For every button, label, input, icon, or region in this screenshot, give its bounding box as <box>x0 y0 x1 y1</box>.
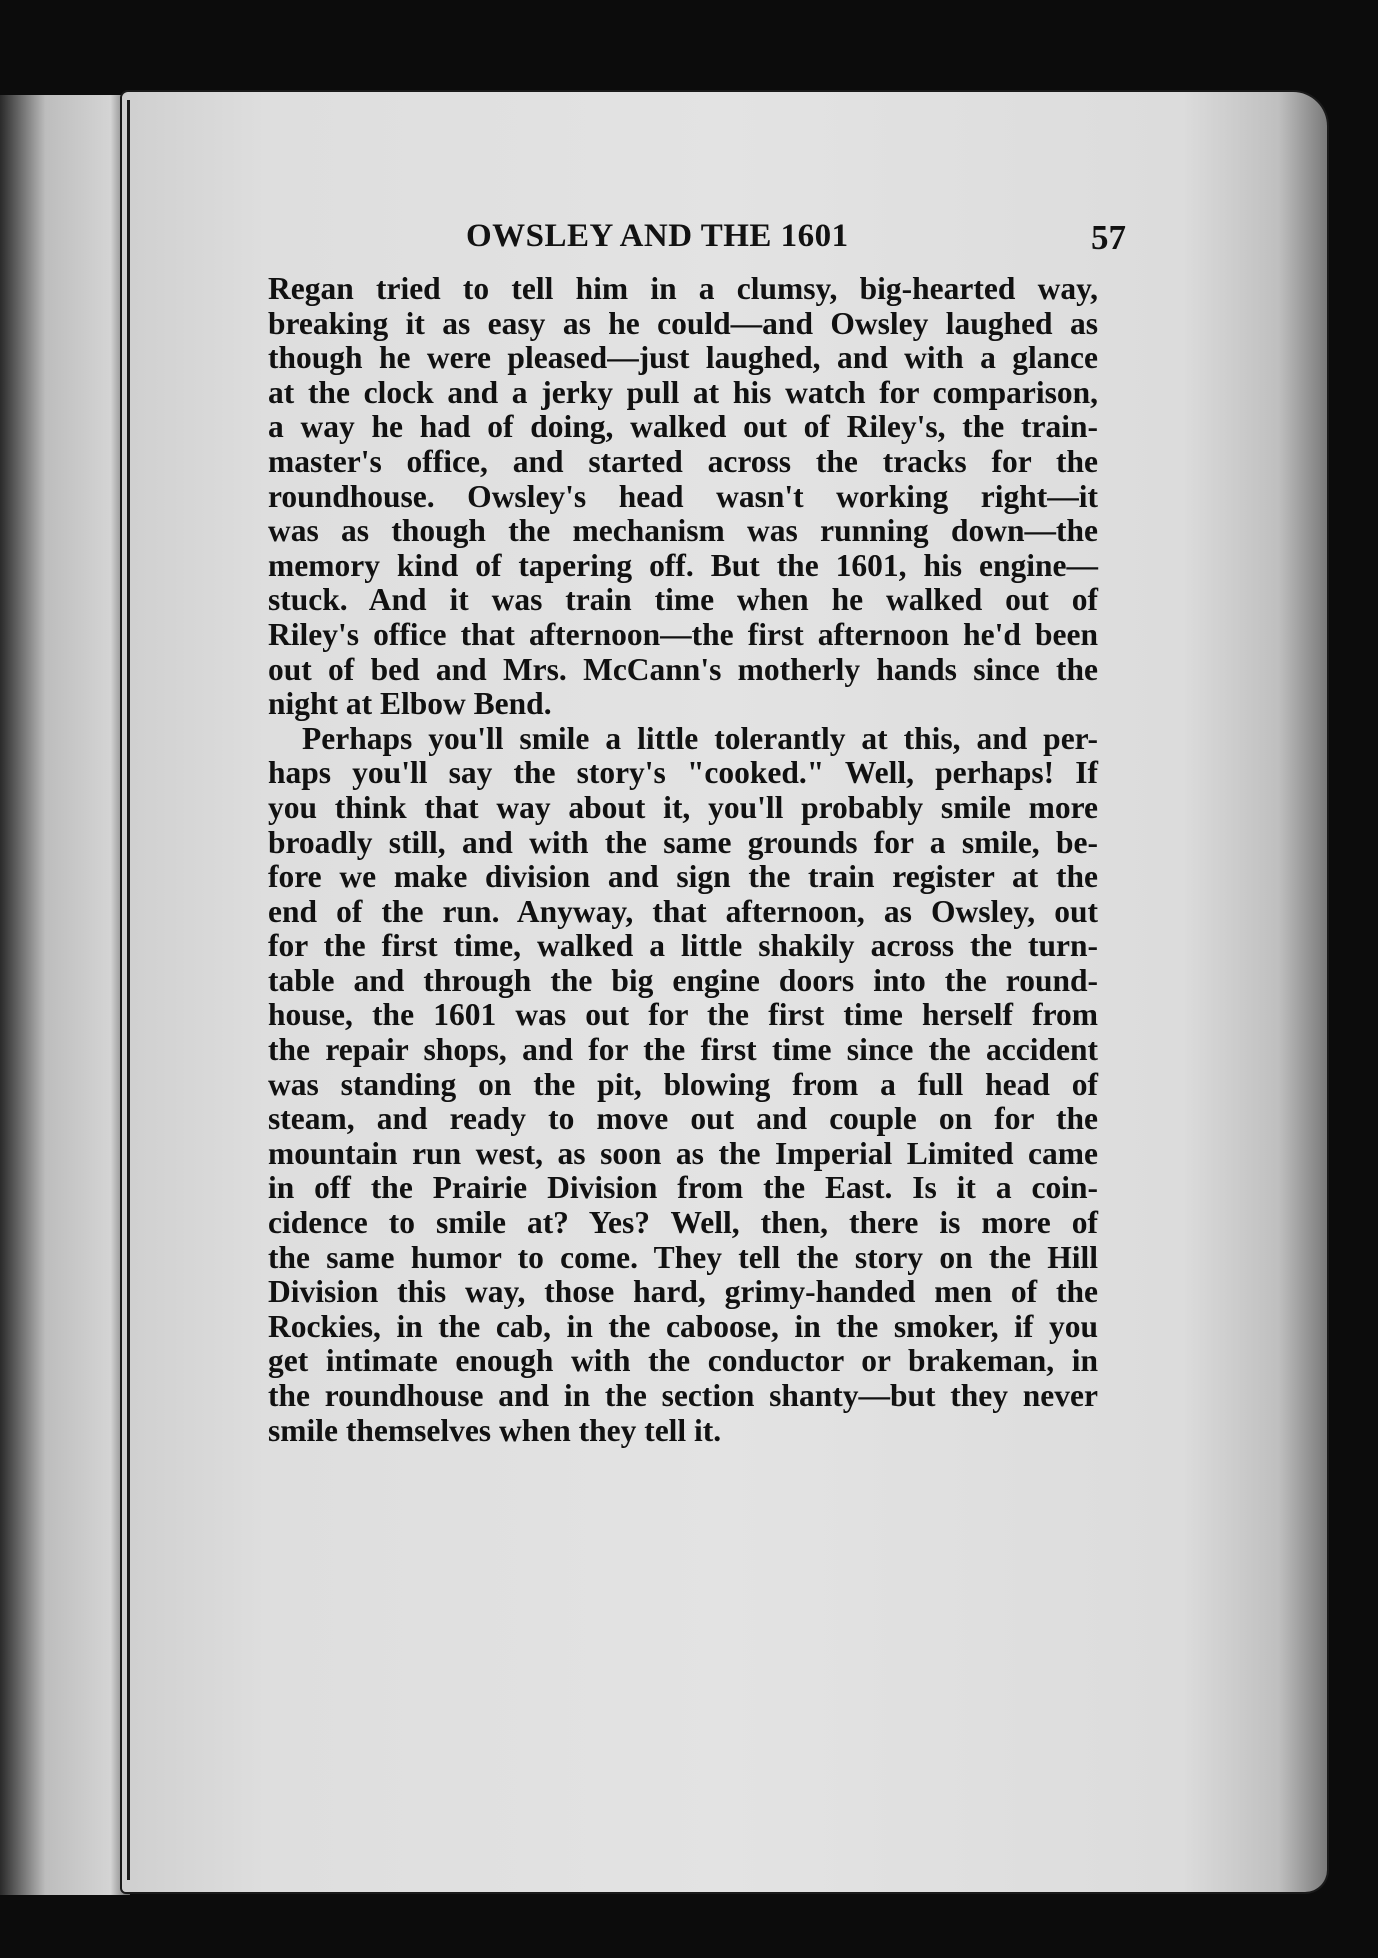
text-line: for the first time, walked a little shakily across the turn- <box>268 928 1098 964</box>
text-line: though he were pleased—just laughed, and with a glance <box>268 340 1098 376</box>
text-line: table and through the big engine doors into the round- <box>268 962 1098 998</box>
text-line: the roundhouse and in the section shanty—but they never <box>268 1378 1098 1413</box>
text-line: fore we make division and sign the train register at the <box>268 859 1098 895</box>
body-text <box>268 272 1098 1448</box>
text-line: was standing on the pit, blowing from a full head of <box>268 1066 1098 1102</box>
text-line: broadly still, and with the same grounds for a smile, be- <box>268 824 1098 860</box>
text-line: a way he had of doing, walked out of Riley's, the train- <box>268 409 1098 445</box>
running-title: OWSLEY AND THE 1601 <box>466 218 849 254</box>
facing-page-edge <box>0 95 130 1895</box>
text-line: master's office, and started across the tracks for the <box>268 443 1098 479</box>
text-line: was as though the mechanism was running down—the <box>268 513 1098 549</box>
text-line: cidence to smile at? Yes? Well, then, there is more of <box>268 1205 1098 1241</box>
text-line: get intimate enough with the conductor or brakeman, in <box>268 1343 1098 1379</box>
text-line: you think that way about it, you'll probably smile more <box>268 789 1098 825</box>
text-line: mountain run west, as soon as the Imperial Limited came <box>268 1135 1098 1171</box>
text-line: in off the Prairie Division from the East. Is it a coin- <box>268 1170 1098 1206</box>
text-line: memory kind of tapering off. But the 1601, his engine— <box>268 547 1098 583</box>
text-line: night at Elbow Bend. <box>268 686 552 722</box>
text-line: Perhaps you'll smile a little tolerantly at this, and per- <box>302 720 1098 756</box>
text-line: house, the 1601 was out for the first time herself from <box>268 997 1098 1033</box>
book-gutter <box>127 100 130 1880</box>
text-line: Riley's office that afternoon—the first afternoon he'd been <box>268 616 1098 652</box>
text-line: haps you'll say the story's "cooked." Well, perhaps! If <box>268 755 1098 791</box>
text-line: end of the run. Anyway, that afternoon, as Owsley, out <box>268 893 1098 929</box>
text-line: at the clock and a jerky pull at his watch for comparison, <box>268 374 1098 410</box>
paragraph <box>268 722 1098 1448</box>
text-line: Rockies, in the cab, in the caboose, in the smoker, if you <box>268 1308 1098 1344</box>
text-line: the repair shops, and for the first time since the accident <box>268 1032 1098 1068</box>
page-header <box>466 218 1126 262</box>
text-line: out of bed and Mrs. McCann's motherly hands since the <box>268 651 1098 687</box>
text-line: stuck. And it was train time when he walked out of <box>268 582 1098 618</box>
text-line: the same humor to come. They tell the story on the Hill <box>268 1239 1098 1275</box>
text-line: Division this way, those hard, grimy-handed men of the <box>268 1274 1098 1310</box>
text-line: smile themselves when they tell it. <box>268 1412 722 1448</box>
text-line: Regan tried to tell him in a clumsy, big-hearted way, <box>268 271 1098 306</box>
page-number: 57 <box>1091 218 1126 257</box>
text-line: roundhouse. Owsley's head wasn't working right—it <box>268 478 1098 514</box>
text-line: steam, and ready to move out and couple on for the <box>268 1101 1098 1137</box>
paragraph <box>268 272 1098 722</box>
text-line: breaking it as easy as he could—and Owsley laughed as <box>268 305 1098 341</box>
